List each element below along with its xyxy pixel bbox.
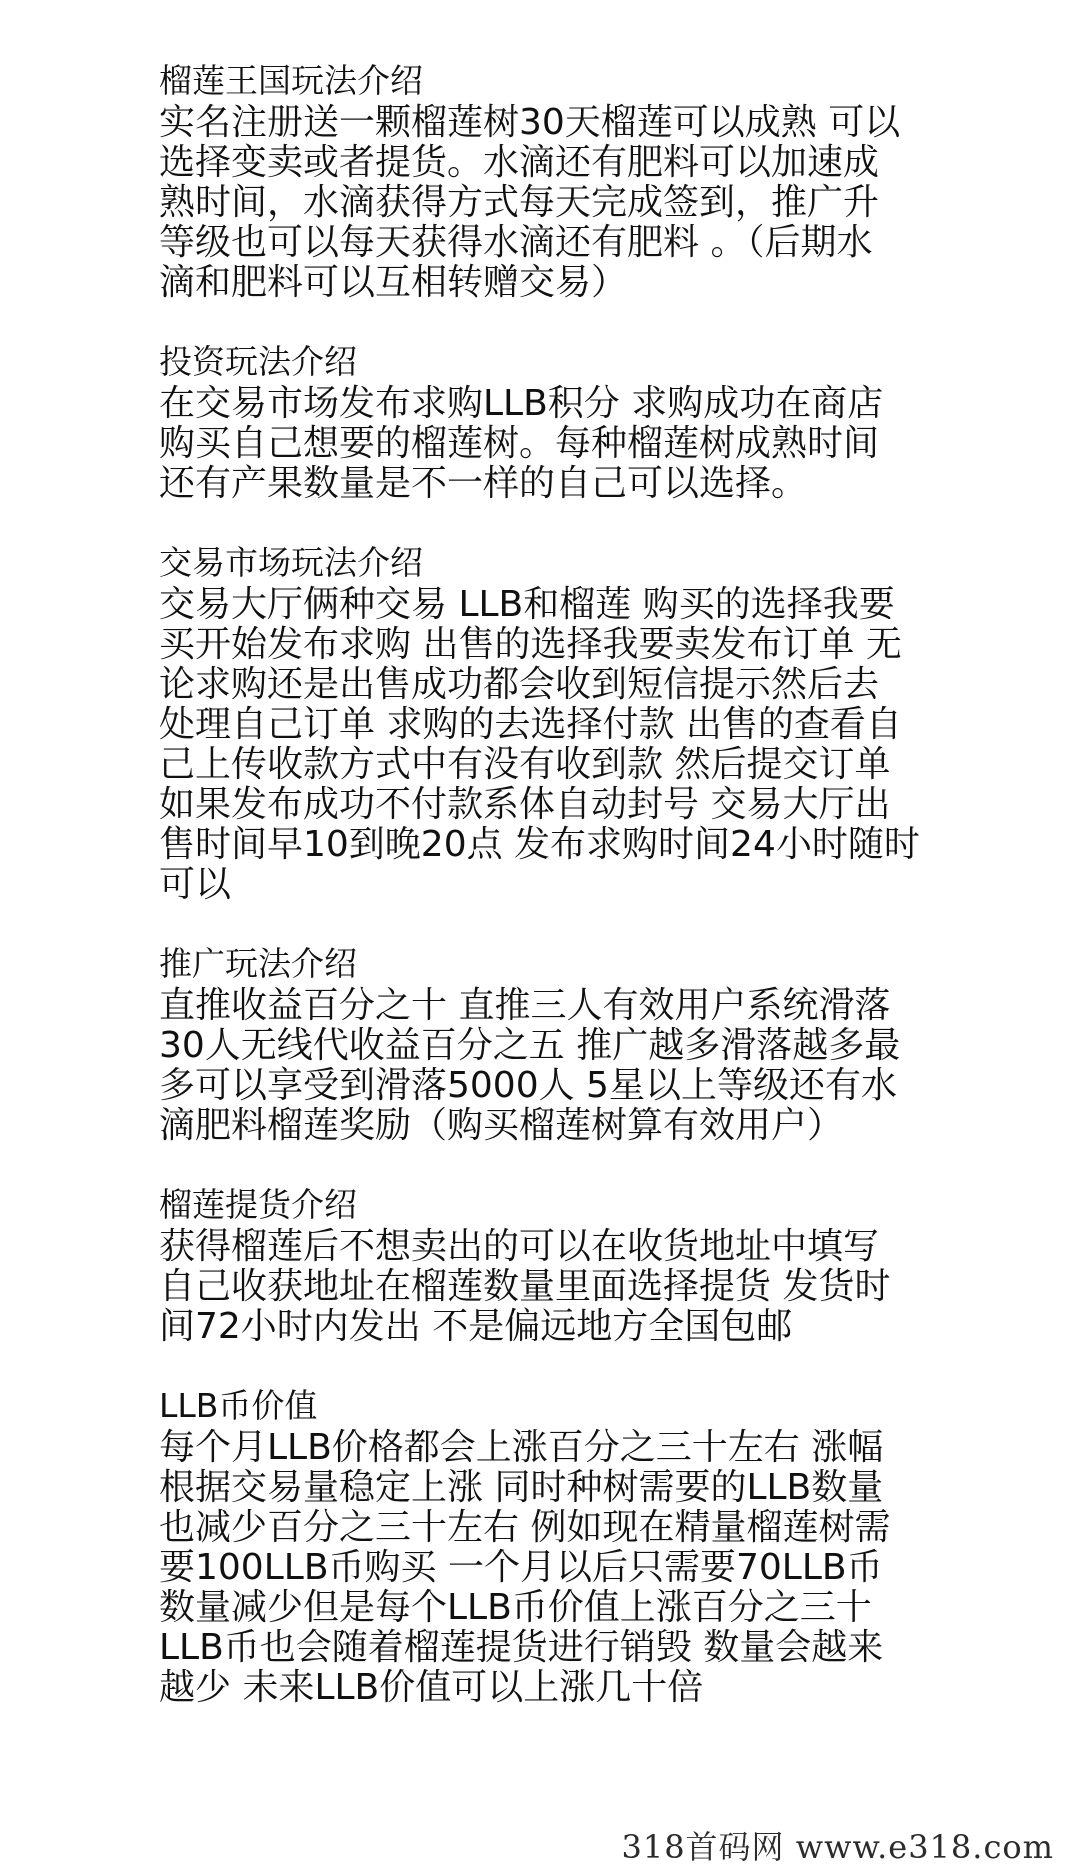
section-promotion [159, 945, 919, 1146]
section-title: LLB币价值 [159, 1386, 318, 1425]
text-line: 实名注册送一颗榴莲树30天榴莲可以成熟 可以 [159, 102, 901, 143]
text-line: 熟时间，水滴获得方式每天完成签到，推广升 [159, 182, 880, 223]
text-line: 滴和肥料可以互相转赠交易） [159, 262, 628, 303]
text-line: 等级也可以每天获得水滴还有肥料 。（后期水 [159, 222, 873, 263]
text-line: 还有产果数量是不一样的自己可以选择。 [159, 463, 808, 504]
section-pickup [159, 1186, 919, 1347]
text-line: 购买自己想要的榴莲树。每种榴莲树成熟时间 [159, 423, 880, 464]
text-line: 每个月LLB价格都会上涨百分之三十左右 涨幅 [159, 1427, 884, 1468]
text-line: 售时间早10到晚20点 发布求购时间24小时随时 [159, 824, 920, 865]
section-llb-value [159, 1387, 919, 1708]
text-line: 获得榴莲后不想卖出的可以在收货地址中填写 [159, 1226, 880, 1267]
text-line: 也减少百分之三十左右 例如现在精量榴莲树需 [159, 1507, 891, 1548]
text-line: 直推收益百分之十 直推三人有效用户系统滑落 [159, 985, 891, 1026]
text-line: 处理自己订单 求购的去选择付款 出售的查看自 [159, 704, 902, 745]
section-title: 榴莲王国玩法介绍 [159, 61, 423, 100]
section-durian-kingdom [159, 62, 919, 303]
text-line: 滴肥料榴莲奖励（购买榴莲树算有效用户） [159, 1105, 844, 1146]
section-title: 榴莲提货介绍 [159, 1185, 357, 1224]
text-line: 多可以享受到滑落5000人 5星以上等级还有水 [159, 1065, 897, 1106]
text-line: 自己收获地址在榴莲数量里面选择提货 发货时 [159, 1266, 891, 1307]
section-trading-market [159, 544, 919, 905]
text-line: 如果发布成功不付款系体自动封号 交易大厅出 [159, 784, 891, 825]
text-line: 论求购还是出售成功都会收到短信提示然后去 [159, 664, 880, 705]
text-line: 要100LLB币购买 一个月以后只需要70LLB币 [159, 1547, 883, 1588]
text-line: 选择变卖或者提货。水滴还有肥料可以加速成 [159, 142, 880, 183]
text-line: 间72小时内发出 不是偏远地方全国包邮 [159, 1306, 793, 1347]
text-line: 数量减少但是每个LLB币价值上涨百分之三十 [159, 1587, 872, 1628]
article-body [159, 62, 919, 1748]
watermark-text: 318首码网 www.e318.com [621, 1828, 1054, 1866]
text-line: LLB币也会随着榴莲提货进行销毁 数量会越来 [159, 1627, 884, 1668]
text-line: 30人无线代收益百分之五 推广越多滑落越多最 [159, 1025, 901, 1066]
section-title: 交易市场玩法介绍 [159, 543, 423, 582]
text-line: 交易大厅俩种交易 LLB和榴莲 购买的选择我要 [159, 584, 895, 625]
text-line: 在交易市场发布求购LLB积分 求购成功在商店 [159, 383, 884, 424]
section-title: 推广玩法介绍 [159, 944, 357, 983]
text-line: 己上传收款方式中有没有收到款 然后提交订单 [159, 744, 891, 785]
section-investment [159, 343, 919, 504]
section-title: 投资玩法介绍 [159, 342, 357, 381]
text-line: 买开始发布求购 出售的选择我要卖发布订单 无 [159, 624, 902, 665]
text-line: 越少 未来LLB价值可以上涨几十倍 [159, 1667, 704, 1708]
text-line: 根据交易量稳定上涨 同时种树需要的LLB数量 [159, 1467, 884, 1508]
text-line: 可以 [159, 864, 232, 905]
